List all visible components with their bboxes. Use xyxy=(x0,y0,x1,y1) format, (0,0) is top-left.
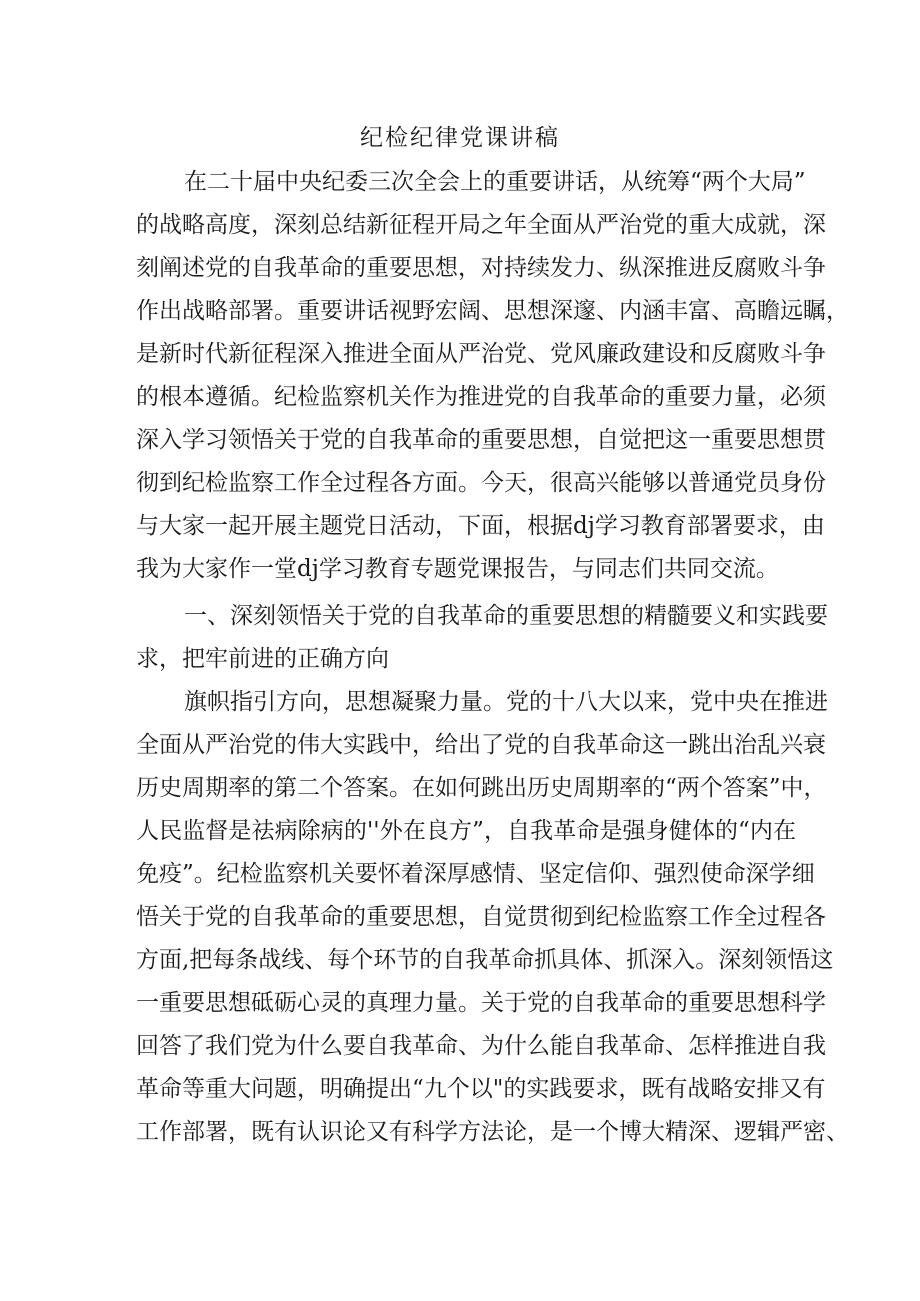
paragraph-line: 作出战略部署。重要讲话视野宏阔、思想深邃、内涵丰富、高瞻远瞩， xyxy=(136,298,849,324)
section-heading-line: 一、深刻领悟关于党的自我革命的重要思想的精髓要义和实践要 xyxy=(184,603,828,629)
paragraph-line: 深入学习领悟关于党的自我革命的重要思想，自觉把这一重要思想贯 xyxy=(136,427,826,453)
paragraph-line: 革命等重大问题，明确提出“九个以"的实践要求，既有战略安排又有 xyxy=(136,1076,826,1102)
paragraph-line: 的根本遵循。纪检监察机关作为推进党的自我革命的重要力量，必须 xyxy=(136,384,826,410)
paragraph-line: 的战略高度，深刻总结新征程开局之年全面从严治党的重大成就，深 xyxy=(136,212,826,238)
paragraph-line: 工作部署，既有认识论又有科学方法论，是一个博大精深、逻辑严密、 xyxy=(136,1119,849,1145)
paragraph-line: 在二十届中央纪委三次全会上的重要讲话，从统筹“两个大局” xyxy=(184,169,806,195)
paragraph-line: 人民监督是祛病除病的''外在良方”，自我革命是强身健体的“内在 xyxy=(136,818,796,844)
paragraph-line: 彻到纪检监察工作全过程各方面。今天，很高兴能够以普通党员身份 xyxy=(136,470,826,496)
paragraph-line: 历史周期率的第二个答案。在如何跳出历史周期率的“两个答案”中， xyxy=(136,775,827,801)
section-heading-line: 求，把牢前进的正确方向 xyxy=(136,646,389,672)
paragraph-line: 我为大家作一堂dj学习教育专题党课报告，与同志们共同交流。 xyxy=(136,556,779,582)
paragraph-line: 旗帜指引方向，思想凝聚力量。党的十八大以来，党中央在推进 xyxy=(184,689,828,715)
paragraph-line: 是新时代新征程深入推进全面从严治党、党风廉政建设和反腐败斗争 xyxy=(136,341,826,367)
paragraph-line: 免疫”。纪检监察机关要怀着深厚感情、坚定信仰、强烈使命深学细 xyxy=(136,861,815,887)
paragraph-line: 悟关于党的自我革命的重要思想，自觉贯彻到纪检监察工作全过程各 xyxy=(136,904,826,930)
paragraph-line: 与大家一起开展主题党日活动，下面，根据dj学习教育部署要求，由 xyxy=(136,513,825,539)
paragraph-line: 回答了我们党为什么要自我革命、为什么能自我革命、怎样推进自我 xyxy=(136,1033,826,1059)
paragraph-line: 全面从严治党的伟大实践中，给出了党的自我革命这一跳出治乱兴衰 xyxy=(136,732,826,758)
paragraph-line: 刻阐述党的自我革命的重要思想，对持续发力、纵深推进反腐败斗争 xyxy=(136,255,826,281)
paragraph-line: 一重要思想砥砺心灵的真理力量。关于党的自我革命的重要思想科学 xyxy=(136,990,826,1016)
paragraph-line: 方面,把每条战线、每个环节的自我革命抓具体、抓深入。深刻领悟这 xyxy=(136,947,834,973)
document-title: 纪检纪律党课讲稿 xyxy=(360,125,560,151)
